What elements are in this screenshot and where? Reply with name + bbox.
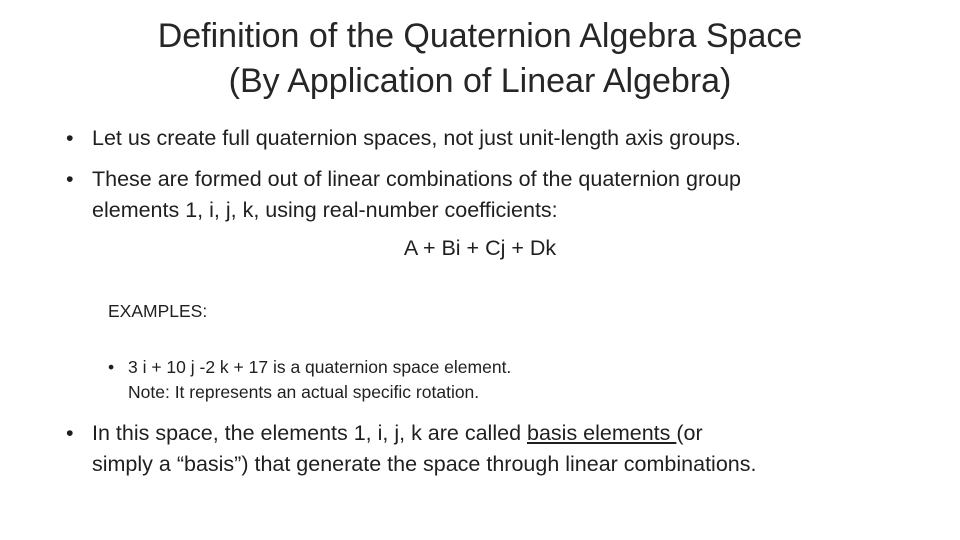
- bullet-text-line-1: These are formed out of linear combinations of the quaternion group: [92, 167, 741, 191]
- slide-title: [80, 14, 880, 104]
- bullet-text-line-2: simply a “basis”) that generate the space through linear combinations.: [92, 452, 757, 476]
- bullet-text-line-2: elements 1, i, j, k, using real-number coefficients:: [92, 198, 558, 222]
- slide-title-line-1: Definition of the Quaternion Algebra Space: [157, 17, 803, 55]
- slide-title-line-2: (By Application of Linear Algebra): [228, 62, 732, 100]
- basis-text-before: In this space, the elements 1, i, j, k are called: [92, 421, 527, 445]
- bullet-text: [66, 164, 926, 226]
- bullet-text: [66, 418, 926, 480]
- bullet-text-line-1: [92, 418, 926, 449]
- example-bullet: [108, 355, 668, 405]
- bullet-marker: •: [66, 167, 74, 191]
- bullet-linear-combinations: [66, 164, 926, 226]
- example-line-2: Note: It represents an actual specific rotation.: [128, 382, 480, 402]
- basis-text-after: (or: [676, 421, 703, 445]
- bullet-basis-elements: [66, 418, 926, 480]
- examples-label: EXAMPLES:: [108, 301, 208, 321]
- bullet-full-quaternion-spaces: [66, 123, 926, 154]
- bullet-marker: •: [66, 126, 74, 150]
- example-line-1: 3 i + 10 j -2 k + 17 is a quaternion space element.: [128, 357, 512, 377]
- example-text: [108, 355, 668, 405]
- bullet-text: Let us create full quaternion spaces, not just unit-length axis groups.: [92, 126, 741, 150]
- basis-elements-term: basis elements: [527, 421, 677, 445]
- quaternion-formula: A + Bi + Cj + Dk: [403, 236, 557, 260]
- bullet-marker: •: [66, 421, 74, 445]
- bullet-marker: •: [108, 357, 115, 377]
